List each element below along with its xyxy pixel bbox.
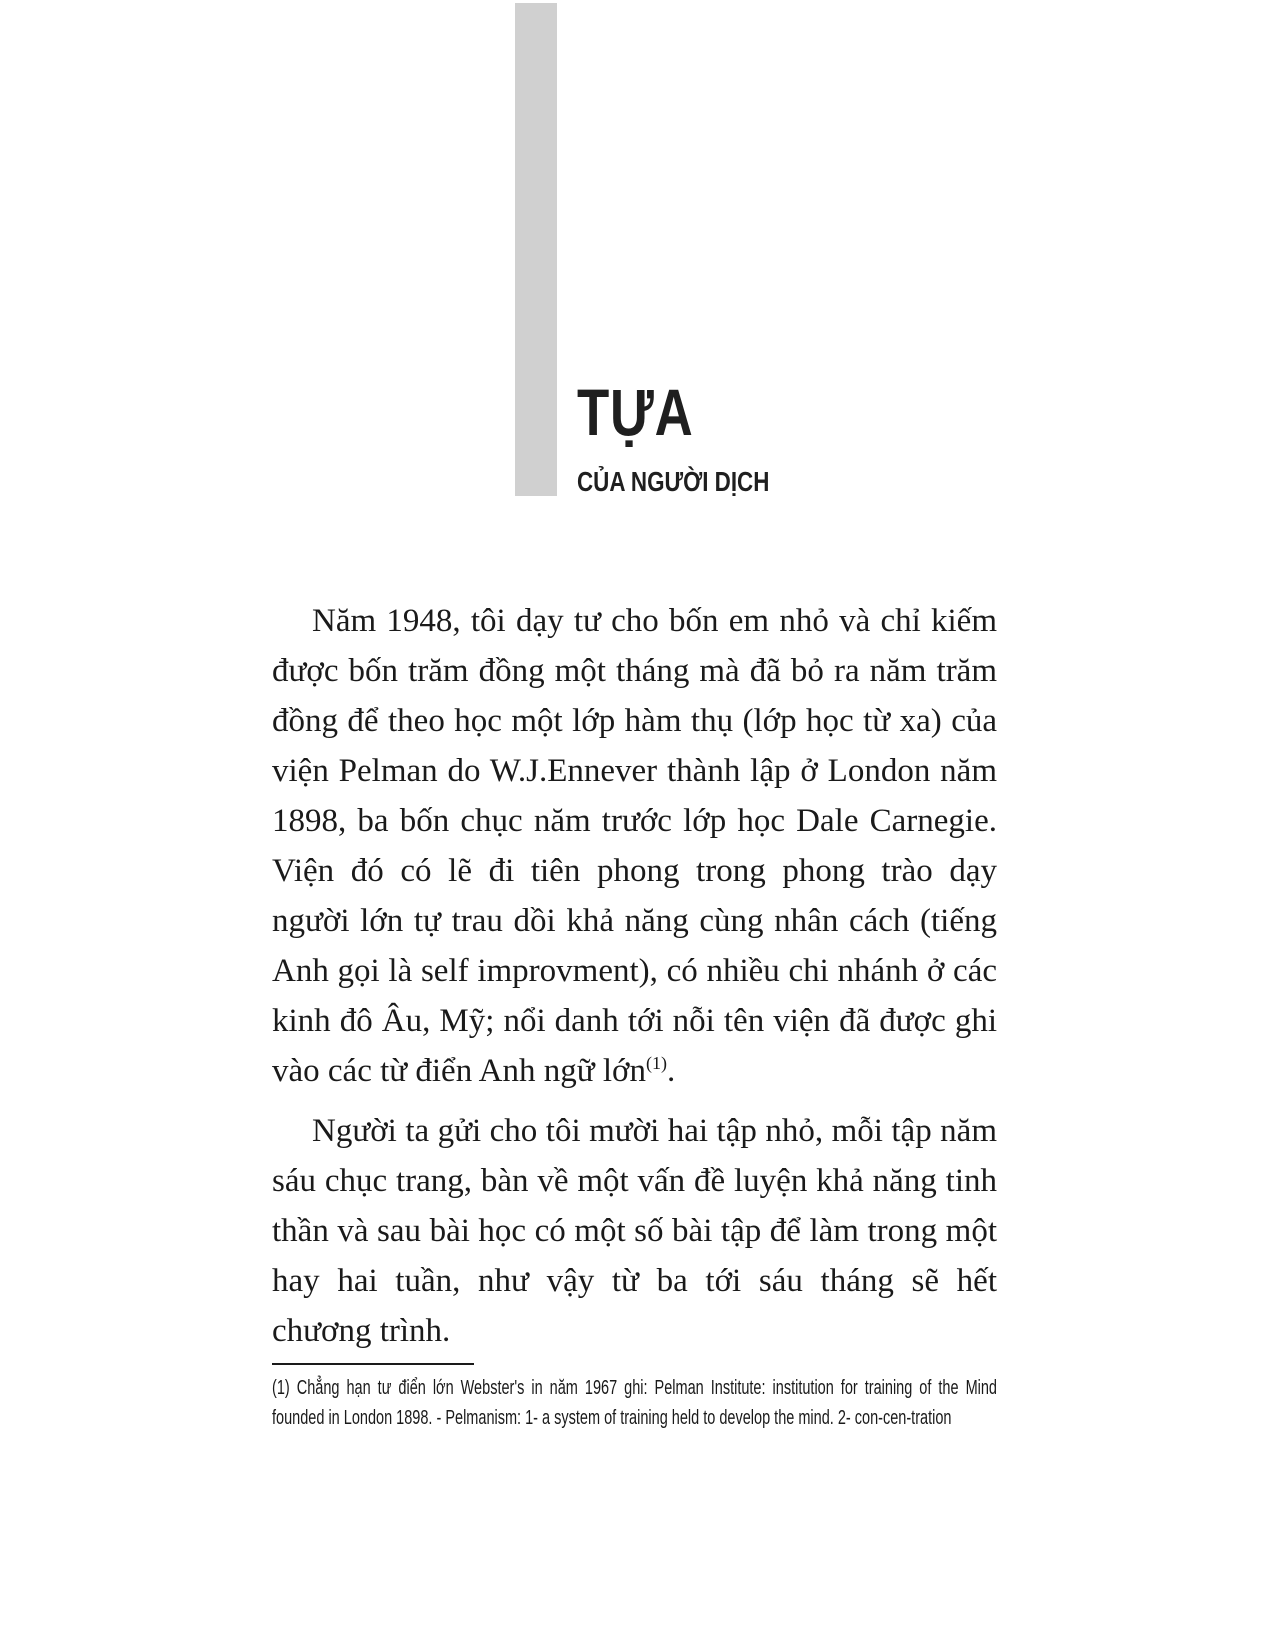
footnote-divider [272,1363,474,1365]
body-text [272,596,997,1366]
chapter-title: TỰA [577,375,694,449]
chapter-subtitle: CỦA NGƯỜI DỊCH [577,466,770,497]
footnote [272,1373,997,1433]
footnote-text: (1) Chẳng hạn tư điển lớn Webster's in năm 1967 ghi: Pelman Institute: institution for training of the Mind founded in London 1898. - Pelmanism: 1- a system of training held to develop the mind. 2- con-cen-tration [272,1377,997,1429]
paragraph-1-tail: . [666,1053,676,1089]
paragraph-2: Người ta gửi cho tôi mười hai tập nhỏ, mỗi tập năm sáu chục trang, bàn về một vấn đề luyện khả năng tinh thần và sau bài học có một số bài tập để làm trong một hay hai tuần, như vậy từ ba tới sáu tháng sẽ hết chương trình. [272,1113,997,1349]
paragraph-1-text: Năm 1948, tôi dạy tư cho bốn em nhỏ và chỉ kiếm được bốn trăm đồng một tháng mà đã bỏ ra năm trăm đồng để theo học một lớp hàm thụ (lớp học từ xa) của viện Pelman do W.J.Ennever thành lập ở London năm 1898, ba bốn chục năm trước lớp học Dale Carnegie. Viện đó có lẽ đi tiên phong trong phong trào dạy người lớn tự trau dồi khả năng cùng nhân cách (tiếng Anh gọi là self improvment), có nhiều chi nhánh ở các kinh đô Âu, Mỹ; nổi danh tới nỗi tên viện đã được ghi vào các từ điển Anh ngữ lớn [272,603,997,1089]
decorative-bar [515,3,557,496]
paragraph-1 [272,596,997,1096]
footnote-reference: (1) [645,1053,667,1073]
